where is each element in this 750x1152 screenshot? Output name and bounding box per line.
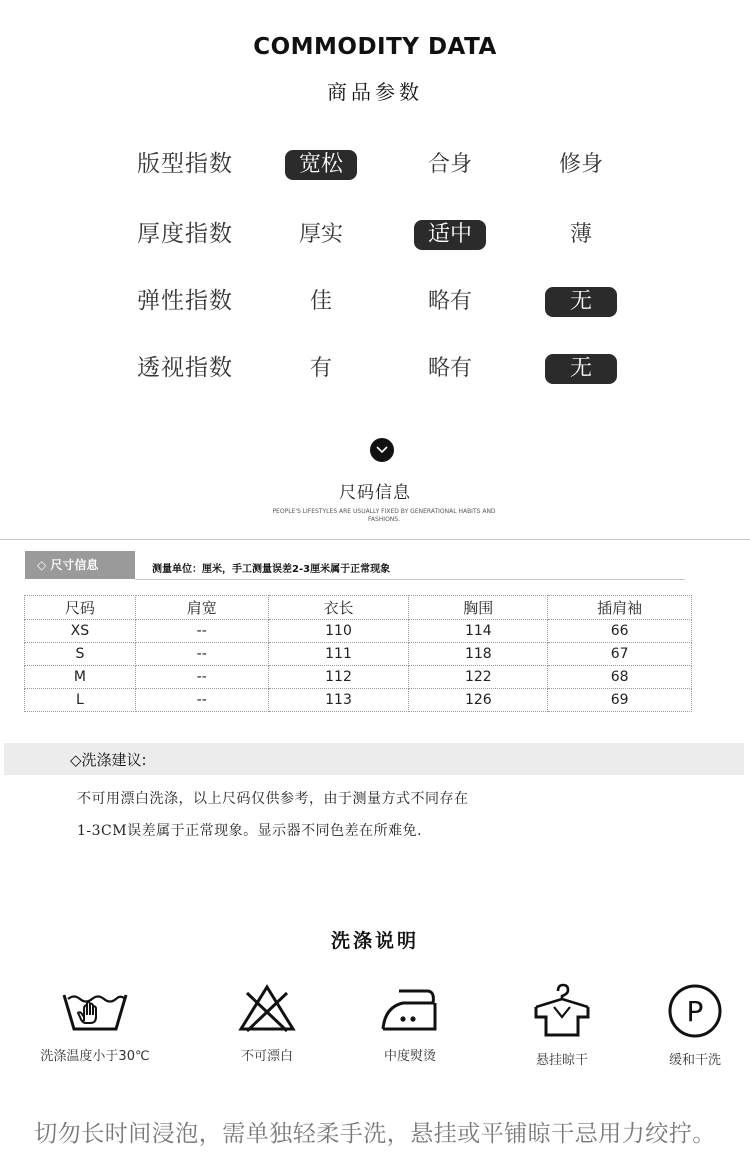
care-label: 中度熨烫 <box>383 1049 436 1064</box>
param-option: 合身 <box>427 152 472 177</box>
param-label: 透视指数 <box>137 355 233 381</box>
footer-note: 切勿长时间浸泡，需单独轻柔手洗，悬挂或平铺晾干忌用力绞拧。 <box>34 1121 716 1147</box>
table-cell: 122 <box>409 666 548 689</box>
svg-text:P: P <box>686 995 704 1028</box>
size-table <box>24 595 692 712</box>
column-header: 插肩袖 <box>548 596 692 620</box>
care-title: 洗涤说明 <box>330 930 419 952</box>
care-label: 洗涤温度小于30℃ <box>40 1049 150 1064</box>
wash-advice-title: ◇洗涤建议: <box>70 751 147 769</box>
param-label: 厚度指数 <box>137 221 233 247</box>
dry-clean-p-icon <box>667 983 723 1039</box>
no-bleach-icon <box>237 983 297 1035</box>
iron-medium-icon <box>377 983 443 1035</box>
table-cell: M <box>25 666 136 689</box>
table-cell: S <box>25 643 136 666</box>
table-cell: 67 <box>548 643 692 666</box>
param-row-fit <box>0 144 750 184</box>
table-cell: 112 <box>268 666 409 689</box>
table-cell: 118 <box>409 643 548 666</box>
wash-advice-line: 不可用漂白洗涤，以上尺码仅供参考，由于测量方式不同存在 <box>77 791 469 807</box>
param-label: 版型指数 <box>137 151 233 177</box>
care-item <box>202 983 332 1064</box>
size-section-heading: 尺码信息 <box>339 483 411 503</box>
table-cell: 69 <box>548 689 692 712</box>
table-cell: L <box>25 689 136 712</box>
param-option: 略有 <box>427 289 472 314</box>
care-label: 悬挂晾干 <box>535 1053 588 1068</box>
param-row-elasticity <box>0 281 750 321</box>
param-option: 无 <box>545 287 617 317</box>
measure-note: 测量单位：厘米，手工测量误差2-3厘米属于正常现象 <box>152 564 391 575</box>
table-row <box>25 643 692 666</box>
page-title-cn: 商品参数 <box>327 80 423 104</box>
wash-advice-line: 1-3CM误差属于正常现象。显示器不同色差在所难免. <box>77 823 423 839</box>
param-option: 宽松 <box>285 150 357 180</box>
param-option: 适中 <box>414 220 486 250</box>
divider <box>135 579 685 580</box>
hand-wash-icon <box>60 983 130 1035</box>
param-option: 薄 <box>569 222 592 247</box>
table-row <box>25 620 692 643</box>
column-header: 衣长 <box>268 596 409 620</box>
page-title-en: COMMODITY DATA <box>253 34 497 60</box>
column-header: 胸围 <box>409 596 548 620</box>
size-section-tagline: PEOPLE'S LIFESTYLES ARE USUALLY FIXED BY GENERATIONAL HABITS AND FASHIONS. <box>272 508 496 523</box>
table-cell: XS <box>25 620 136 643</box>
param-row-thickness <box>0 214 750 254</box>
table-cell: -- <box>135 643 268 666</box>
divider <box>0 539 750 540</box>
size-info-label: ◇ 尺寸信息 <box>37 558 99 572</box>
table-cell: -- <box>135 689 268 712</box>
param-label: 弹性指数 <box>137 288 233 314</box>
chevron-down-icon <box>370 438 394 462</box>
param-option: 厚实 <box>298 222 343 247</box>
param-option: 佳 <box>309 289 332 314</box>
hang-dry-icon <box>532 983 592 1039</box>
table-cell: 114 <box>409 620 548 643</box>
table-cell: 110 <box>268 620 409 643</box>
table-cell: 111 <box>268 643 409 666</box>
size-info-label-box <box>25 551 135 579</box>
table-row <box>25 666 692 689</box>
care-label: 缓和干洗 <box>668 1053 721 1068</box>
care-item <box>345 983 475 1064</box>
param-option: 有 <box>309 356 332 381</box>
param-option: 修身 <box>558 152 603 177</box>
table-cell: 66 <box>548 620 692 643</box>
table-row <box>25 689 692 712</box>
param-option: 无 <box>545 354 617 384</box>
table-cell: 126 <box>409 689 548 712</box>
table-header-row <box>25 596 692 620</box>
care-item <box>497 983 627 1068</box>
column-header: 尺码 <box>25 596 136 620</box>
table-cell: 68 <box>548 666 692 689</box>
care-item <box>30 983 160 1064</box>
table-cell: -- <box>135 620 268 643</box>
column-header: 肩宽 <box>135 596 268 620</box>
table-cell: 113 <box>268 689 409 712</box>
care-label: 不可漂白 <box>240 1049 293 1064</box>
param-row-transparency <box>0 348 750 388</box>
param-option: 略有 <box>427 356 472 381</box>
table-cell: -- <box>135 666 268 689</box>
care-item <box>630 983 750 1068</box>
